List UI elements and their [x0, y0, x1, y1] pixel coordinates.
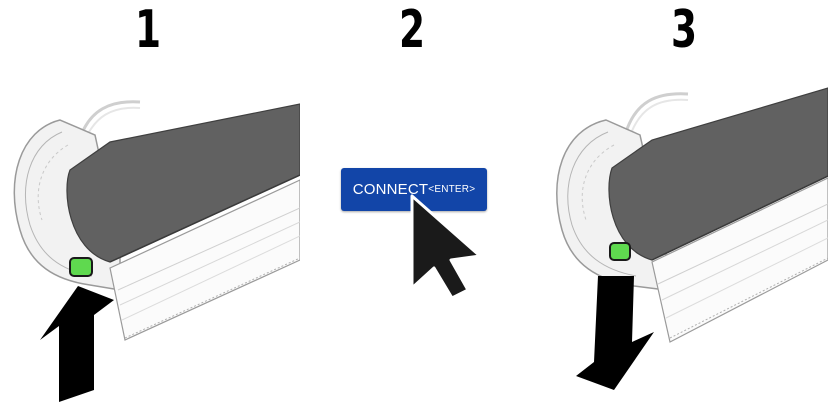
step-3-number: 3	[670, 0, 698, 60]
device-illustration-step-1	[0, 90, 300, 418]
down-arrow-icon	[576, 276, 654, 390]
step-1-number: 1	[134, 0, 162, 60]
up-arrow-icon	[40, 286, 114, 402]
connect-button-shortcut: <ENTER>	[428, 184, 476, 195]
device-illustration-step-3	[548, 80, 828, 418]
step-2-number: 2	[398, 0, 426, 60]
power-led-icon	[70, 258, 92, 276]
connect-button-label: CONNECT	[352, 181, 429, 198]
mouse-pointer-icon	[404, 192, 486, 302]
power-led-icon	[610, 243, 630, 260]
